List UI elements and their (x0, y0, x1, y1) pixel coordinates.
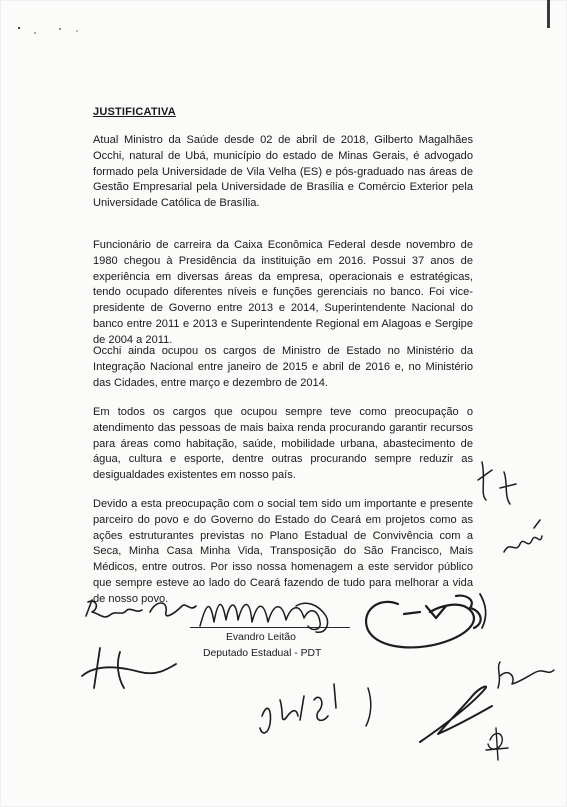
signature-11 (498, 662, 554, 688)
signature-7 (82, 648, 176, 688)
signature-8 (260, 684, 336, 733)
signature-4-tail (480, 594, 486, 628)
paragraph-4: Em todos os cargos que ocupou sempre teve como preocupação o atendimento das pessoas de mais baixa renda procurando garantir recursos para áreas como habitação, saúde, mobilidade urbana, abastecimento de água, cultura e esporte, dentre outras procurando sempre reduzir as desigualdades existentes em nosso país. (93, 406, 473, 482)
paragraph-2: Funcionário de carreira da Caixa Econômica Federal desde novembro de 1980 chegou à Presidência da instituição em 2016. Possui 37 anos de experiência em diversas áreas da empresa, operacionais e estratégicas, tendo ocupado diferentes níveis e funções gerenciais no banco. Foi vice-presidente de Governo entre 2013 e 2014, Superintendente Nacional do banco entre 2011 e 2013 e Superintendente Regional em Alagoas e Sergipe de 2004 a 2011. (93, 239, 473, 346)
signature-9 (366, 688, 371, 726)
signature-6 (504, 520, 542, 552)
document-heading: JUSTIFICATIVA (93, 106, 176, 118)
signatory-name: Evandro Leitão (226, 632, 296, 643)
signatory-role: Deputado Estadual - PDT (203, 648, 322, 659)
paragraph-5: Devido a esta preocupação com o social tem sido um importante e presente parceiro do povo e do Governo do Estado do Ceará em projetos como as ações estruturantes previstas no Plano Estadual de Convivência com a Seca, Minha Casa Minha Vida, Transposição do São Francisco, Mais Médicos, entre outros. Por isso nossa homenagem a este servidor público que sempre esteve ao lado do Ceará fazendo de tudo para melhorar a vida de nosso povo. (93, 498, 473, 605)
signature-line (190, 627, 350, 628)
signature-10 (420, 687, 492, 742)
paragraph-3: Occhi ainda ocupou os cargos de Ministro de Estado no Ministério da Integração Nacional entre janeiro de 2015 e abril de 2016 e, no Ministério das Cidades, entre março e dezembro de 2014. (93, 345, 473, 389)
paragraph-1: Atual Ministro da Saúde desde 02 de abril de 2018, Gilberto Magalhães Occhi, natural de Ubá, município do estado de Minas Gerais, é advogado formado pela Universidade de Vila Velha (ES) e pós-graduado nas áreas de Gestão Empresarial pela Universidade de Brasília e Comércio Exterior pela Universidade Católica de Brasília. (93, 134, 473, 210)
scan-specks (0, 0, 567, 60)
signature-12 (486, 728, 508, 760)
signature-5 (478, 462, 516, 504)
